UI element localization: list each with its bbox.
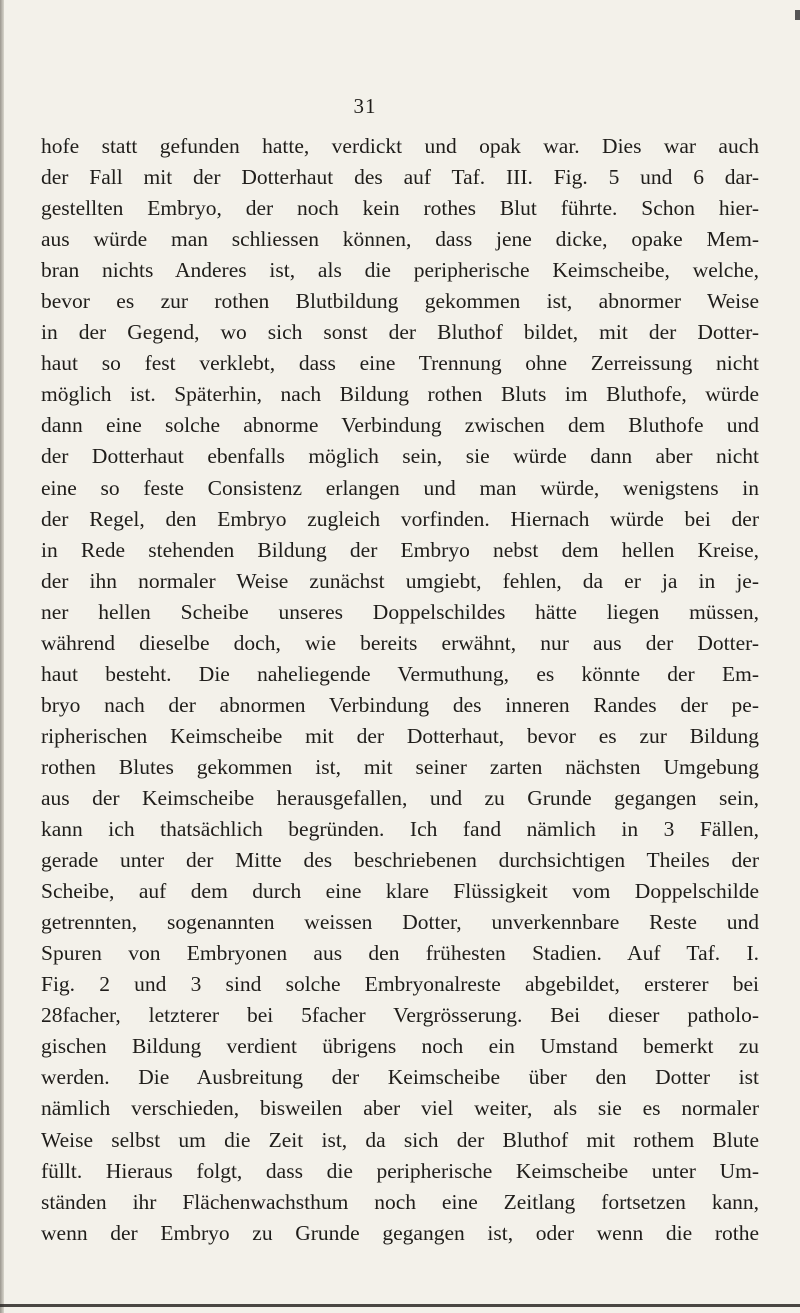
text-line: rothen Blutes gekommen ist, mit seiner zarten nächsten Umgebung xyxy=(41,754,759,779)
text-line: der Regel, den Embryo zugleich vorfinden. Hiernach würde bei der xyxy=(41,506,759,531)
text-line: der Dotterhaut ebenfalls möglich sein, sie würde dann aber nicht xyxy=(41,444,759,469)
text-line: Spuren von Embryonen aus den frühesten Stadien. Auf Taf. I. xyxy=(41,941,759,966)
text-line: wenn der Embryo zu Grunde gegangen ist, oder wenn die rothe xyxy=(41,1220,759,1245)
text-line: während dieselbe doch, wie bereits erwähnt, nur aus der Dotter- xyxy=(41,630,759,655)
text-line: in Rede stehenden Bildung der Embryo nebst dem hellen Kreise, xyxy=(41,537,759,562)
page-spine-edge xyxy=(0,0,4,1313)
text-line: in der Gegend, wo sich sonst der Bluthof bildet, mit der Dotter- xyxy=(41,320,759,345)
text-line: Scheibe, auf dem durch eine klare Flüssigkeit vom Doppelschilde xyxy=(41,879,759,904)
text-line: haut besteht. Die naheliegende Vermuthung, es könnte der Em- xyxy=(41,661,759,686)
text-line: nämlich verschieden, bisweilen aber viel weiter, als sie es normaler xyxy=(41,1096,759,1121)
text-line: der Fall mit der Dotterhaut des auf Taf. III. Fig. 5 und 6 dar- xyxy=(41,165,759,190)
text-line: 28facher, letzterer bei 5facher Vergrösserung. Bei dieser patholo- xyxy=(41,1003,759,1028)
bottom-edge-rule xyxy=(0,1304,800,1307)
text-line: werden. Die Ausbreitung der Keimscheibe über den Dotter ist xyxy=(41,1065,759,1090)
body-text xyxy=(41,131,759,1249)
text-line: bryo nach der abnormen Verbindung des inneren Randes der pe- xyxy=(41,692,759,717)
text-line: Fig. 2 und 3 sind solche Embryonalreste abgebildet, ersterer bei xyxy=(41,972,759,997)
text-line: dann eine solche abnorme Verbindung zwischen dem Bluthofe und xyxy=(41,413,759,438)
page-corner-mark xyxy=(795,10,800,20)
page-number: 31 xyxy=(353,94,377,118)
text-line: aus würde man schliessen können, dass jene dicke, opake Mem- xyxy=(41,227,759,252)
text-line: gerade unter der Mitte des beschriebenen durchsichtigen Theiles der xyxy=(41,848,759,873)
text-line: der ihn normaler Weise zunächst umgiebt, fehlen, da er ja in je- xyxy=(41,568,759,593)
text-line: möglich ist. Späterhin, nach Bildung rothen Bluts im Bluthofe, würde xyxy=(41,382,759,407)
text-line: ständen ihr Flächenwachsthum noch eine Zeitlang fortsetzen kann, xyxy=(41,1189,759,1214)
text-line: ripherischen Keimscheibe mit der Dotterhaut, bevor es zur Bildung xyxy=(41,723,759,748)
text-line: aus der Keimscheibe herausgefallen, und zu Grunde gegangen sein, xyxy=(41,785,759,810)
text-line: füllt. Hieraus folgt, dass die peripherische Keimscheibe unter Um- xyxy=(41,1158,759,1183)
text-line: haut so fest verklebt, dass eine Trennung ohne Zerreissung nicht xyxy=(41,351,759,376)
text-line: bevor es zur rothen Blutbildung gekommen ist, abnormer Weise xyxy=(41,289,759,314)
text-line: Weise selbst um die Zeit ist, da sich der Bluthof mit rothem Blute xyxy=(41,1127,759,1152)
text-line: ner hellen Scheibe unseres Doppelschildes hätte liegen müssen, xyxy=(41,599,759,624)
text-line: eine so feste Consistenz erlangen und man würde, wenigstens in xyxy=(41,475,759,500)
text-line: gischen Bildung verdient übrigens noch ein Umstand bemerkt zu xyxy=(41,1034,759,1059)
text-line: bran nichts Anderes ist, als die peripherische Keimscheibe, welche, xyxy=(41,258,759,283)
text-line: getrennten, sogenannten weissen Dotter, unverkennbare Reste und xyxy=(41,910,759,935)
text-line: kann ich thatsächlich begründen. Ich fand nämlich in 3 Fällen, xyxy=(41,817,759,842)
text-line: hofe statt gefunden hatte, verdickt und opak war. Dies war auch xyxy=(41,134,759,158)
text-line: gestellten Embryo, der noch kein rothes Blut führte. Schon hier- xyxy=(41,196,759,221)
